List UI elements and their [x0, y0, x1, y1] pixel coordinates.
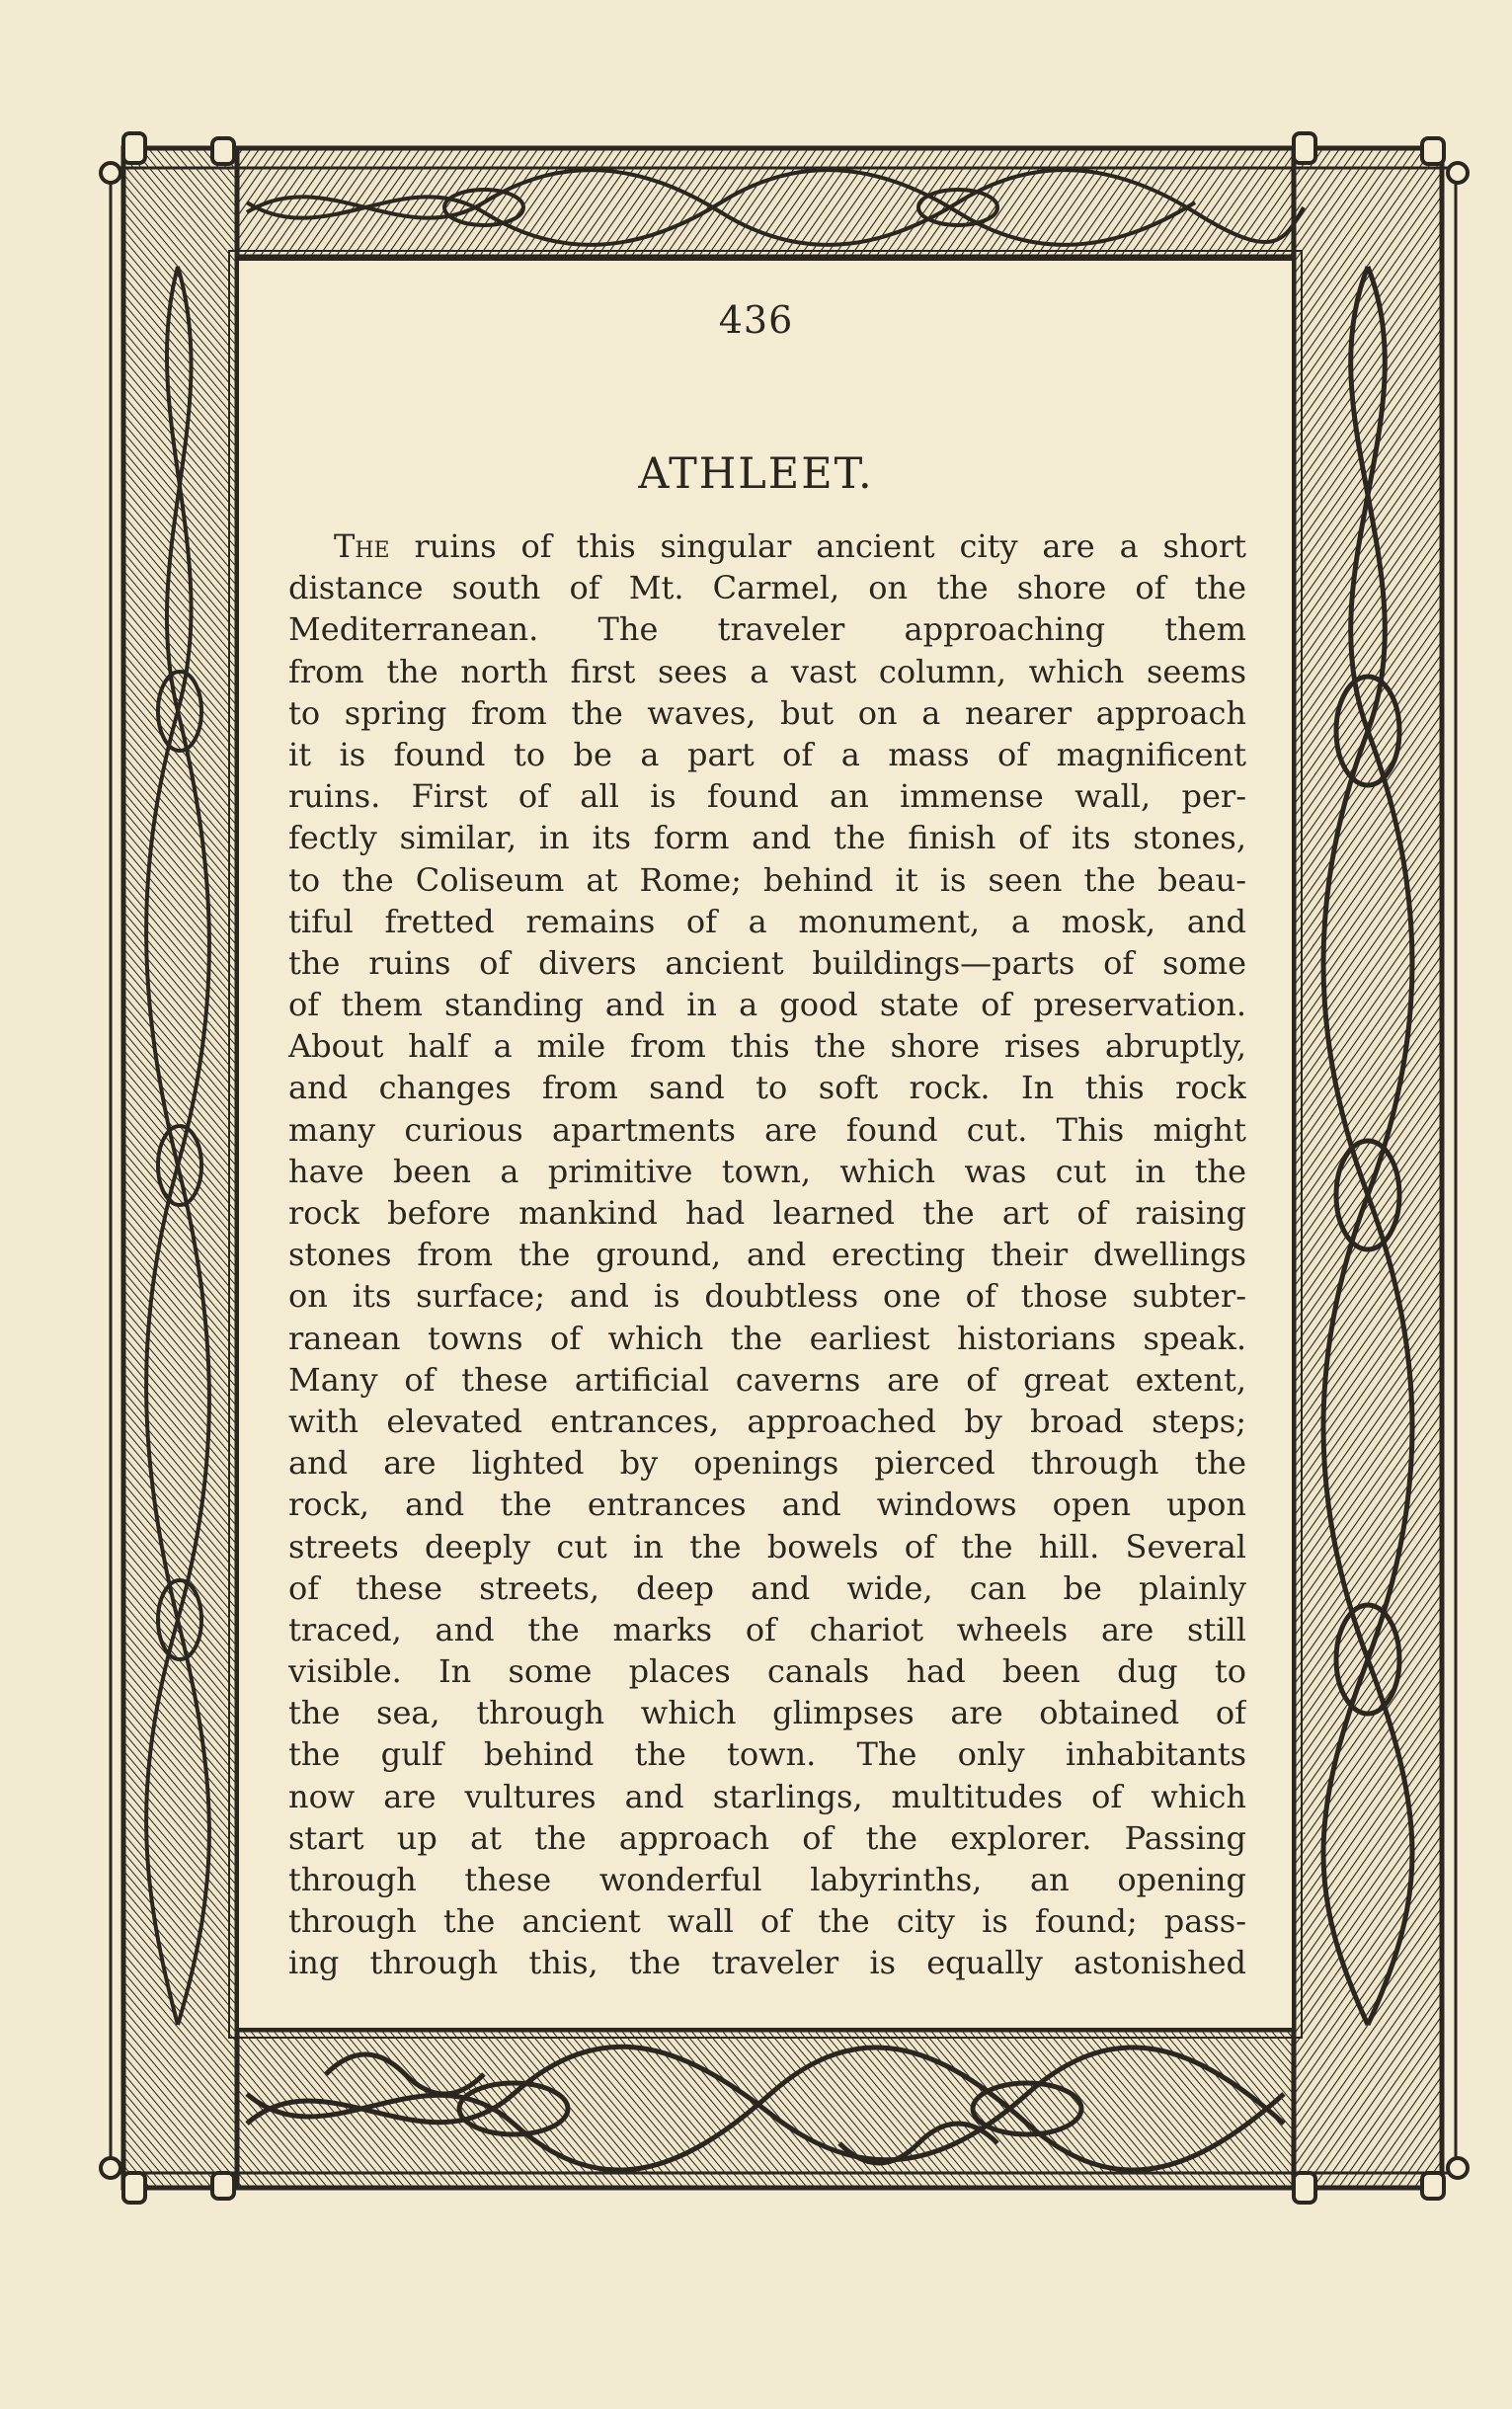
- text-line: tiful fretted remains of a monument, a mosk, and: [288, 902, 1246, 940]
- text-line: the sea, through which glimpses are obtained of: [288, 1694, 1246, 1732]
- text-line: Many of these artificial caverns are of great extent,: [288, 1360, 1246, 1399]
- chapter-heading: ATHLEET.: [638, 449, 874, 499]
- text-line: the ruins of divers ancient buildings—parts of some: [288, 943, 1246, 982]
- text-line: of them standing and in a good state of preservation.: [288, 986, 1246, 1024]
- page-number: 436: [718, 298, 794, 342]
- text-line: to spring from the waves, but on a nearer approach: [288, 693, 1246, 732]
- text-line: from the north first sees a vast column, which seems: [288, 652, 1246, 690]
- text-line: have been a primitive town, which was cut in the: [288, 1152, 1246, 1190]
- text-line: on its surface; and is doubtless one of those subter-: [288, 1277, 1246, 1316]
- text-line: to the Coliseum at Rome; behind it is seen the beau-: [288, 860, 1246, 899]
- text-line: streets deeply cut in the bowels of the hill. Several: [288, 1527, 1246, 1566]
- text-line: and changes from sand to soft rock. In this rock: [288, 1069, 1246, 1107]
- text-line: rock before mankind had learned the art of raising: [288, 1194, 1246, 1232]
- text-line: it is found to be a part of a mass of magnificent: [288, 735, 1246, 773]
- text-line: rock, and the entrances and windows open upon: [288, 1486, 1246, 1524]
- text-line: many curious apartments are found cut. This might: [288, 1110, 1246, 1149]
- text-line: now are vultures and starlings, multitudes of which: [288, 1777, 1246, 1815]
- text-line: stones from the ground, and erecting their dwellings: [288, 1236, 1246, 1274]
- text-line: ing through this, the traveler is equally astonished: [288, 1944, 1246, 1982]
- text-line: and are lighted by openings pierced through the: [288, 1444, 1246, 1483]
- text-line: through the ancient wall of the city is found; pass-: [288, 1902, 1246, 1941]
- text-line: The ruins of this singular ancient city are a short: [334, 527, 1246, 565]
- body-text: [288, 525, 1246, 1984]
- lead-word: The: [334, 527, 390, 565]
- text-line: fectly similar, in its form and the finish of its stones,: [288, 819, 1246, 857]
- text-line: through these wonderful labyrinths, an opening: [288, 1861, 1246, 1898]
- text-line: distance south of Mt. Carmel, on the shore of the: [288, 569, 1246, 607]
- text-line: traced, and the marks of chariot wheels are still: [288, 1610, 1246, 1648]
- text-line: of these streets, deep and wide, can be plainly: [288, 1568, 1246, 1607]
- text-line: Mediterranean. The traveler approaching them: [288, 610, 1246, 649]
- text-line: About half a mile from this the shore rises abruptly,: [288, 1027, 1246, 1066]
- text-line: visible. In some places canals had been dug to: [288, 1652, 1246, 1691]
- text-line: the gulf behind the town. The only inhabitants: [288, 1735, 1246, 1774]
- text-line: ruins. First of all is found an immense wall, per-: [288, 777, 1246, 816]
- text-line: start up at the approach of the explorer. Passing: [288, 1818, 1246, 1857]
- text-line: with elevated entrances, approached by broad steps;: [288, 1402, 1246, 1440]
- text-line: ranean towns of which the earliest historians speak.: [288, 1319, 1246, 1357]
